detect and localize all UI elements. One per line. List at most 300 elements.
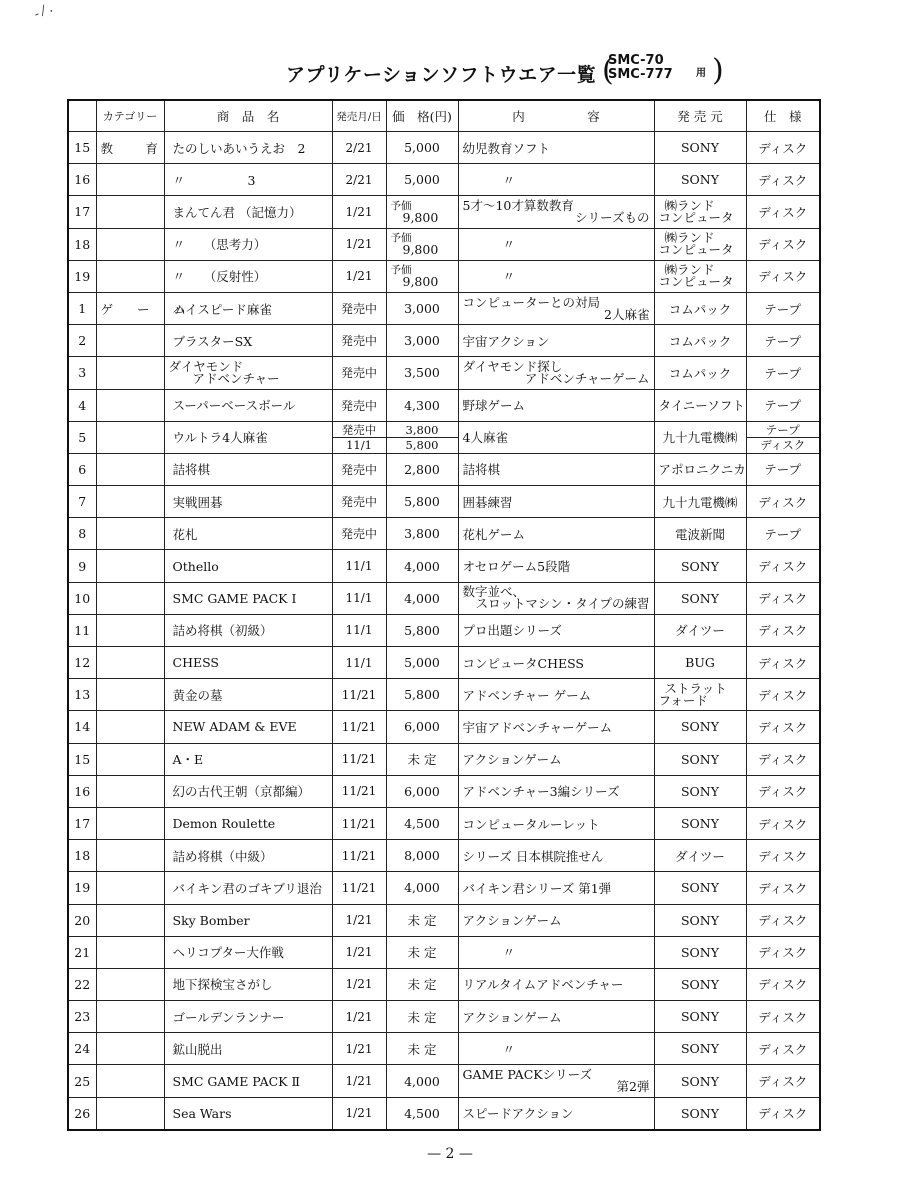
description-text: アクションゲーム [462,752,562,768]
release-date: 1/21 [345,1041,373,1056]
row-number-text: 2 [78,333,87,349]
price-value: 4,000 [404,558,440,574]
header-no [68,100,96,132]
product-name: Othello [172,558,219,574]
row-spec [746,357,820,389]
row-name [164,775,332,807]
row-description [458,228,654,260]
maker-name: SONY [680,590,719,606]
row-category [96,840,164,872]
product-name: NEW ADAM & EVE [172,719,297,735]
row-category [96,872,164,904]
row-number [68,132,96,164]
row-spec [746,711,820,743]
row-date [332,775,386,807]
row-category [96,614,164,646]
row-maker [654,421,746,453]
price-value: 未 定 [407,913,437,929]
row-name [164,325,332,357]
price-value: 未 定 [407,752,437,768]
row-price [386,453,458,485]
row-description [458,357,654,389]
maker-name: コムパック [668,333,732,349]
row-price [386,1097,458,1130]
row-price [386,421,458,453]
open-paren: ( [602,53,614,88]
header-name: 商 品 名 [164,100,332,132]
row-date [332,164,386,196]
maker-name: アポロニクニカ [658,462,746,478]
row-maker [654,968,746,1000]
description-text-line2: 2人麻雀 [604,306,650,322]
row-description [458,904,654,936]
row-number-text: 19 [74,268,91,284]
row-description [458,164,654,196]
row-number [68,647,96,679]
price-value: 5,800 [404,687,440,703]
release-date: 2/21 [345,172,373,187]
row-price [386,1065,458,1097]
spec-text: ディスク [758,977,808,993]
row-date [332,647,386,679]
table-row [68,968,820,1000]
description-text: 〃 [502,945,516,961]
row-name [164,518,332,550]
row-maker [654,132,746,164]
row-category [96,550,164,582]
row-description [458,582,654,614]
row-name [164,228,332,260]
row-name [164,614,332,646]
row-category [96,164,164,196]
release-date: 発売中 [340,334,377,349]
table-row [68,228,820,260]
row-number [68,325,96,357]
table-row [68,164,820,196]
row-maker [654,1033,746,1065]
product-name: スーパーベースボール [172,398,296,414]
row-number-text: 22 [74,976,91,992]
row-spec [746,840,820,872]
spec-text: ディスク [758,204,808,220]
row-category [96,518,164,550]
row-number [68,357,96,389]
product-name: ヘリコプター大作戦 [172,945,284,961]
row-description [458,807,654,839]
release-date: 1/21 [345,913,373,928]
spec-text: ディスク [758,752,808,768]
price-value: 3,000 [404,333,440,349]
product-name: 〃 3 [172,172,256,188]
spec-text: テープ [764,301,802,317]
models-suffix: 用 [696,68,706,79]
table-row [68,357,820,389]
row-number-text: 12 [74,655,91,671]
spec-text: テープ [764,333,802,349]
spec-stack [747,423,820,452]
row-spec [746,196,820,228]
product-name: ハイスピード麻雀 [172,301,272,317]
description-text: GAME PACKシリーズ [462,1067,592,1083]
release-date: 11/21 [341,719,377,734]
row-number [68,775,96,807]
row-price [386,840,458,872]
release-date: 11/21 [341,752,377,767]
row-date [332,389,386,421]
row-price [386,968,458,1000]
row-number-text: 13 [74,687,91,703]
release-date: 発売中 [340,495,377,510]
maker-name: SONY [680,1073,719,1089]
row-description [458,486,654,518]
row-number [68,711,96,743]
row-price [386,582,458,614]
row-price [386,1001,458,1033]
row-description [458,550,654,582]
table-row [68,260,820,292]
table-row [68,807,820,839]
row-category [96,421,164,453]
row-maker [654,453,746,485]
description-text: アドベンチャー ゲーム [462,687,592,703]
row-number [68,228,96,260]
row-name [164,421,332,453]
row-date [332,1033,386,1065]
row-price [386,196,458,228]
price-stack [387,423,458,452]
row-number [68,518,96,550]
row-date [332,292,386,324]
row-name [164,582,332,614]
spec-text: ディスク [758,269,808,285]
row-number-text: 11 [74,622,91,638]
description-text: 囲碁練習 [462,494,513,510]
table-row [68,421,820,453]
row-number-text: 9 [78,558,87,574]
row-spec [746,582,820,614]
row-number [68,1065,96,1097]
row-price [386,550,458,582]
description-text-line2: アドベンチャーゲーム [524,370,650,386]
description-text: 花札ゲーム [462,526,526,542]
row-number-text: 8 [78,526,87,542]
row-spec [746,518,820,550]
release-date: 1/21 [345,1106,373,1121]
table-row [68,453,820,485]
release-date-2: 11/1 [333,437,386,452]
spec-text: ディスク [758,816,808,832]
description-text-line2: 第2弾 [616,1079,650,1095]
row-number-text: 10 [74,590,91,606]
row-name [164,807,332,839]
category-text: 教 育 [100,140,169,156]
spec-text: ディスク [758,784,808,800]
table-row [68,775,820,807]
price-value: 8,000 [404,848,440,864]
maker-name: SONY [680,140,719,156]
maker-name: SONY [680,944,719,960]
row-date [332,679,386,711]
row-date [332,550,386,582]
header-price: 価 格(円) [386,100,458,132]
description-text: 5才〜10才算数教育 [462,197,574,213]
spec-text: テープ [764,398,802,414]
row-spec [746,389,820,421]
row-price [386,872,458,904]
product-name: 詰め将棋（中級） [172,848,273,864]
model-list [608,54,673,82]
row-number-text: 19 [74,880,91,896]
spec-text: ディスク [758,1106,808,1122]
price-value: 3,800 [404,526,440,542]
row-maker [654,228,746,260]
row-spec [746,807,820,839]
price-value: 5,000 [404,140,440,156]
row-name [164,1033,332,1065]
row-description [458,614,654,646]
release-date: 1/21 [345,269,373,284]
row-description [458,872,654,904]
row-maker [654,904,746,936]
table-row [68,904,820,936]
price-value: 9,800 [402,274,439,290]
description-text: 宇宙アドベンチャーゲーム [462,719,613,735]
row-description [458,775,654,807]
row-category [96,292,196,324]
product-name: 詰将棋 [172,462,211,478]
row-number [68,968,96,1000]
row-date [332,228,386,260]
row-maker [654,582,746,614]
price-value: 5,000 [404,172,440,188]
row-maker [654,196,746,228]
product-name: ブラスターSX [172,333,253,349]
maker-name: SONY [680,1105,719,1121]
row-spec [746,936,820,968]
row-date [332,904,386,936]
model-name: SMC-777 [608,67,673,82]
table-row [68,872,820,904]
row-maker [654,550,746,582]
row-price [386,904,458,936]
row-maker [654,389,746,421]
row-price [386,389,458,421]
row-number-text: 21 [74,944,91,960]
row-price [386,647,458,679]
row-date [332,1001,386,1033]
row-name [164,292,332,324]
row-spec [746,968,820,1000]
product-name: SMC GAME PACK Ⅱ [172,1073,300,1089]
maker-name: SONY [680,880,719,896]
row-name [164,711,332,743]
maker-name: 九十九電機㈱ [662,430,738,446]
row-number-text: 4 [78,397,87,413]
table-row [68,679,820,711]
description-text: プロ出題シリーズ [462,623,562,639]
row-price [386,228,458,260]
product-name: 〃 （反射性） [172,269,267,285]
row-maker [654,936,746,968]
header-spec: 仕 様 [746,100,820,132]
maker-name: ダイツー [675,848,725,864]
row-category [96,1097,164,1130]
table-row [68,1097,820,1130]
product-name: 鉱山脱出 [172,1041,223,1057]
table-row [68,1033,820,1065]
maker-name: コムパック [668,365,732,381]
row-spec [746,132,820,164]
row-name [164,486,332,518]
product-name: CHESS [172,655,219,671]
row-name [164,132,332,164]
product-name: 幻の古代王朝（京都編） [172,784,311,800]
row-spec [746,614,820,646]
row-spec [746,872,820,904]
row-spec [746,743,820,775]
row-spec [746,453,820,485]
row-number [68,1001,96,1033]
row-description [458,743,654,775]
row-date [332,260,386,292]
row-description [458,260,654,292]
row-spec [746,164,820,196]
table-row [68,1065,820,1097]
row-number [68,486,96,518]
row-date [332,1097,386,1130]
maker-name: コムパック [668,301,732,317]
row-price [386,711,458,743]
row-price [386,357,458,389]
spec-text: ディスク [758,1041,808,1057]
row-description [458,1097,654,1130]
row-spec [746,679,820,711]
row-category [96,1065,164,1097]
row-number-text: 16 [74,783,91,799]
row-date [332,614,386,646]
row-category [96,1033,164,1065]
description-text: 野球ゲーム [462,398,526,414]
product-name: SMC GAME PACK Ⅰ [172,590,297,606]
row-price [386,1033,458,1065]
row-date [332,357,386,389]
row-maker [654,647,746,679]
row-description [458,453,654,485]
maker-name: ㈱ランド [664,197,715,213]
product-name: 花札 [172,526,198,542]
row-name [164,1065,332,1097]
spec-text: ディスク [758,1009,808,1025]
row-description [458,1001,654,1033]
row-date [332,840,386,872]
row-category [96,968,164,1000]
row-number [68,904,96,936]
row-price [386,486,458,518]
row-maker [654,1097,746,1130]
table-row [68,840,820,872]
row-number [68,582,96,614]
table-body [68,132,820,1130]
release-date: 発売中 [340,398,377,413]
spec-text: ディスク [758,172,808,188]
maker-name: SONY [680,783,719,799]
spec-text: ディスク [758,913,808,929]
row-maker [654,679,746,711]
row-description [458,518,654,550]
row-number [68,196,96,228]
row-category [96,132,169,164]
row-category [96,647,164,679]
row-number-text: 14 [74,719,91,735]
row-date [332,453,386,485]
row-maker [654,743,746,775]
maker-name: 九十九電機㈱ [662,494,738,510]
release-date: 発売中 [340,302,377,317]
row-price [386,325,458,357]
row-spec [746,325,820,357]
spec-text: テープ [765,422,800,437]
product-name-line2: アドベンチャー [192,370,280,386]
price-value: 5,000 [404,655,440,671]
description-text: 宇宙アクション [462,333,550,349]
maker-name: SONY [680,751,719,767]
price-value: 6,000 [404,783,440,799]
page-title: アプリケーションソフトウエア一覧 [286,64,597,86]
table-header-row [68,100,820,132]
row-category [96,679,164,711]
maker-name: SONY [680,816,719,832]
row-description [458,292,654,324]
row-name [164,164,332,196]
description-text: 数字並べ、 [462,584,526,600]
row-name [164,743,332,775]
description-text: コンピューターとの対局 [462,294,601,310]
row-date [332,711,386,743]
row-number [68,421,96,453]
table-row [68,132,820,164]
price-value: 4,300 [404,397,440,413]
row-description [458,1065,654,1097]
product-name: ウルトラ4人麻雀 [172,430,268,446]
spec-text: テープ [764,526,802,542]
row-price [386,807,458,839]
maker-name: SONY [680,1041,719,1057]
product-name: 実戦囲碁 [172,494,223,510]
row-number-text: 3 [78,365,87,381]
price-value: 4,000 [404,880,440,896]
release-date: 11/21 [341,816,377,831]
price-value-2: 5,800 [387,437,458,452]
row-spec [746,550,820,582]
row-category [96,743,164,775]
description-text: アドベンチャー3編シリーズ [462,784,620,800]
maker-name: SONY [680,912,719,928]
row-number [68,872,96,904]
maker-name: ㈱ランド [664,262,715,278]
price-value: 未 定 [407,945,437,961]
maker-name-line2: コンピュータ [658,274,734,290]
row-number-text: 23 [74,1009,91,1025]
row-number-text: 26 [74,1105,91,1121]
row-number-text: 1 [78,301,87,317]
header-category: カテゴリー [96,100,164,132]
row-category [96,904,164,936]
row-date [332,196,386,228]
spec-text: ディスク [758,237,808,253]
row-description [458,679,654,711]
row-number [68,292,96,324]
row-number-text: 18 [74,236,91,252]
